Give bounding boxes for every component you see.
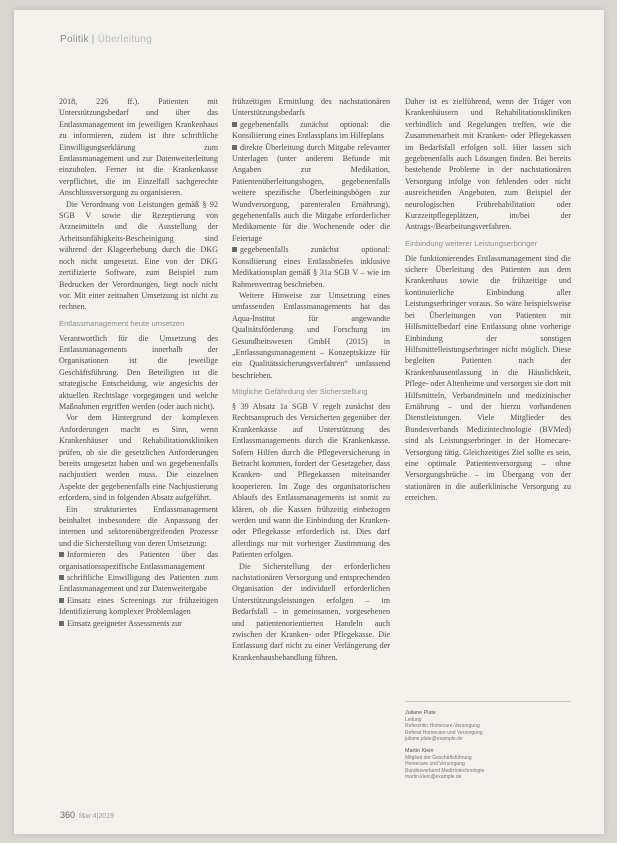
bullet-square-icon	[232, 247, 237, 252]
magazine-name: f&w 4|2019	[79, 813, 114, 820]
list-item: gegebenenfalls zunächst optional: Konsiliierung eines Entlassbriefes inklusive Medikationsplan gemäß § 31a SGB V – wie im Rahmenvertrag beschrieben.	[232, 245, 390, 289]
author-detail: Referentin Homecare-Versorgung	[405, 723, 480, 730]
author-name: Juliane Plate	[405, 710, 436, 716]
bullet-square-icon	[232, 145, 237, 150]
list-item: gegebenenfalls zunächst optional: die Konsiliierung eines Entlassplans im Hilfeplans	[232, 119, 390, 141]
paragraph: Die Verordnung von Leistungen gemäß § 92 SGB V sowie die Rezeptierung von Arzneimitteln und die Ausstellung der Arbeitsunfähigkeits-Bescheinigung sind während der Klageerhebung durch die DKG noch nicht umgesetzt. Eine von der DKG zertifizierte Software, zum Beispiel zum Bedrucken der Verordnungen, liegt noch nicht vor. Mit einer zeitnahen Umsetzung ist nicht zu rechnen.	[59, 199, 218, 312]
list-item: schriftliche Einwilligung des Patienten zum Entlassmanagement und zur Datenweitergabe	[59, 573, 218, 594]
text-column-1	[59, 96, 218, 629]
bullet-square-icon	[59, 621, 64, 626]
author-detail: Mitglied der Geschäftsführung	[405, 754, 472, 761]
header-section: Politik	[60, 34, 89, 45]
list-item: direkte Überleitung durch Mitgabe relevanter Unterlagen (unter anderem Befunde mit Angaben zur Medikation, Patientenüberleitungsbogen, gegebenenfalls weitere spezifische Überleitungsbögen zur Wundversorgung, parenteralen Ernährung), gegebenenfalls auch die Mitgabe erforderlicher Medikamente für die Wochenende oder die Feiertage	[232, 142, 390, 243]
bullet-square-icon	[59, 598, 64, 603]
author-email: juliane.plate@example.de	[405, 736, 463, 743]
author-detail: Bundesverband Medizintechnologie	[405, 767, 485, 774]
author-divider	[405, 701, 571, 702]
paragraph: Die Sicherstellung der erforderlichen nachstationären Versorgung und entsprechenden Organisation der individuell erforderlichen Unterstützungsleistungen erfolgen – im Bedarfsfall – in gemeinsamen, vorgesehenen und patientenorientierten Handeln auch zwischen der Kranken- oder Pflegekasse. Die Entlassung darf nicht zu einer Verlängerung der Krankenhausbehandlung führen.	[232, 561, 390, 662]
paragraph: Vor dem Hintergrund der komplexen Anforderungen macht es Sinn, wenn Krankenhäuser und Rehabilitationskliniken prüfen, ob sie die gesetzlichen Anforderungen bereits umgesetzt haben und wo gegebenenfalls nachjustiert werden muss. Die einzelnen Aspekte der gegebenenfalls eine Nachjustierung erfordern, sind in folgenden Absatz aufgeführt.	[59, 413, 218, 503]
bullet-square-icon	[59, 552, 64, 557]
text-column-2	[232, 96, 390, 663]
page-number: 360	[60, 810, 76, 820]
bullet-square-icon	[232, 122, 237, 127]
paragraph: 2018, 226 ff.). Patienten mit Unterstützungsbedarf und über das Entlassmanagement im jeweiligen Krankenhaus zu informieren, zudem ist ihre schriftliche Einwilligungserklärung zum Entlassmanagement und zur Datenweiterleitung einzuholen. Ferner ist die Krankenkasse verpflichtet, die im Einzelfall sachgerechte Anschlussversorgung zu organisieren.	[59, 97, 218, 198]
paragraph: Daher ist es zielführend, wenn der Träger von Krankenhäusern und Rehabilitationskliniken verbindlich und Regelungen treffen, wie die Zusammenarbeit mit Kranken- oder Pflegekassen im Bedarfsfall erfolgen soll. Hier lassen sich gegebenenfalls auch Lösungen finden. Bei bereits bestehende Probleme in der nachstationären Versorgung infolge von fehlenden oder nicht ausreichenden Angeboten, zum Beispiel der neurologischen Frührehabilitation oder Kurzzeitpflegeplätzen, im/bei der Antrags-/Bearbeitungsverfahren.	[405, 97, 571, 232]
page-footer	[60, 810, 114, 820]
author-name: Martin Klein	[405, 747, 434, 754]
author-detail: Referat Homecare und Versorgung	[405, 729, 483, 736]
bullet-list	[232, 96, 390, 290]
bullet-list	[59, 549, 218, 629]
section-heading: Einbindung weiterer Leistungserbringer	[405, 238, 538, 248]
magazine-page	[14, 10, 604, 834]
section-heading: Mögliche Gefährdung der Sicherstellung	[232, 387, 368, 397]
paragraph: Ein strukturiertes Entlassmanagement beinhaltet insbesondere die Anpassung der internen und sektorenübergreifenden Prozesse und die Sicherstellung von deren Umsetzung:	[59, 504, 218, 548]
section-heading: Entlassmanagement heute umsetzen	[59, 318, 185, 328]
paragraph: Weitere Hinweise zur Umsetzung eines umfassenden Entlassmanagements hat das Aqua-Institut für angewandte Qualitätsförderung und Forschung im Gesundheitswesen GmbH (2015) in „Entlassungsmanagement – Konzeptskizze für ein Qualitätssicherungsverfahren“ umfassend beschrieben.	[232, 290, 390, 380]
list-item: frühzeitigen Ermittlung des nachstationären Unterstützungsbedarfs	[232, 97, 390, 118]
text-column-3	[405, 96, 571, 504]
header-subsection: Überleitung	[97, 34, 153, 45]
author-detail: Leitung	[405, 716, 422, 723]
author-detail: Homecare und Versorgung	[405, 761, 465, 768]
author-entry	[405, 710, 555, 743]
page-header: Politik | Überleitung	[60, 34, 153, 45]
paragraph: § 39 Absatz 1a SGB V regelt zunächst den Rechtsanspruch des Versicherten gegenüber der Krankenkasse auf Unterstützung des Entlassmanagements durch die Krankenkasse. Sofern Hilfen durch die Pflegeversicherung in Betracht kommen, fordert der Gesetzgeber, dass Kranken- und Pflegekassen miteinander kooperieren. Im Zuge des organisatorischen Ablaufs des Entlassmanagements ist somit zu klären, ob die Kassen frühzeitig einbezogen werden und wann die Einbindung der Kranken- oder Pflegekasse erforderlich ist. Dies darf allerdings nur mit vorheriger Zustimmung des Patienten erfolgen.	[232, 401, 390, 560]
author-box	[405, 710, 555, 786]
author-entry	[405, 748, 555, 781]
list-item: Einsatz eines Screenings zur frühzeitigen Identifizierung komplexer Problemlagen	[59, 595, 218, 617]
paragraph: Die funktionierendes Entlassmanagement sind die sichere Überleitung des Patienten aus dem Krankenhaus sowie die frühzeitige und kontinuierliche Einbindung aller Leistungserbringer voraus. So wäre beispielsweise bei Überleitungen von Patienten mit Hilfsmittelbedarf eine Entlassung ohne vorherige Einbindung der sonstigen Hilfsmittelleistungserbringer nicht möglich. Diese begleiten Patienten nach der Krankenhausentlassung in die Häuslichkeit, Pflege- oder Altenheime und versorgen sie dort mit Hilfsmitteln, Verbandmitteln und medizinischer Ernährung – und der hierzu vorhandenen Dienstleistungen. Viele Mitglieder des Bundesverbands Medizintechnologie (BVMed) sind als Leistungserbringer in der Homecare-Versorgung tätig. Gleichzeitiges Ziel sollte es sein, eine optimale Patientenversorgung – ohne Versorgungsbrüche – im Übergang von der stationären in die außerklinische Versorgung zu erreichen.	[405, 253, 571, 503]
list-item: Informieren des Patienten über das organisationsspezifische Entlassmanagement	[59, 550, 218, 571]
paragraph: Verantwortlich für die Umsetzung des Entlassmanagements innerhalb der Organisationen ist die jeweilige Geschäftsführung. Den Beteiligten ist die strategische Entscheidung, wie angesichts der aktuellen Rechtslage vorgegangen und welche Maßnahmen ergriffen werden (oder auch nicht).	[59, 333, 218, 411]
author-email: martin.klein@example.de	[405, 774, 462, 781]
bullet-square-icon	[59, 575, 64, 580]
list-item: Einsatz geeigneter Assessments zur	[59, 618, 218, 629]
